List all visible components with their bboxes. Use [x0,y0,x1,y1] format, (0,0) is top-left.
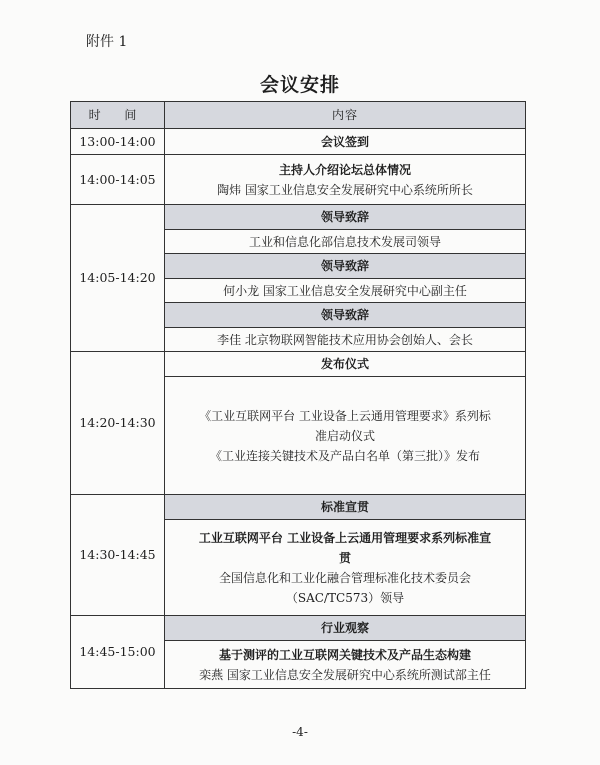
session-title: 领导致辞 [165,303,526,328]
attachment-label: 附件 1 [86,34,128,50]
schedule-table [70,101,526,689]
content-cell [165,520,526,616]
session-line: （SAC/TC573）领导 [285,590,405,605]
table-row [71,616,526,641]
time-cell: 14:05-14:20 [71,205,165,352]
time-cell: 14:30-14:45 [71,495,165,616]
session-title: 发布仪式 [165,352,526,377]
session-title: 标准宣贯 [165,495,526,520]
content-cell [165,641,526,689]
session-title: 领导致辞 [165,254,526,279]
table-row [71,205,526,230]
session-detail: 李佳 北京物联网智能技术应用协会创始人、会长 [165,328,526,352]
time-cell: 13:00-14:00 [71,129,165,155]
session-line: 栾燕 国家工业信息安全发展研究中心系统所测试部主任 [199,667,491,682]
session-line: 准启动仪式 [314,428,375,443]
table-row [71,495,526,520]
session-detail: 陶炜 国家工业信息安全发展研究中心系统所所长 [217,182,473,197]
table-header-row [71,102,526,129]
header-content: 内容 [165,102,526,129]
session-line: 《工业互联网平台 工业设备上云通用管理要求》系列标 [199,408,491,423]
table-row [71,129,526,155]
session-title: 主持人介绍论坛总体情况 [278,162,411,177]
table-row [71,352,526,377]
session-line: 《工业连接关键技术及产品白名单（第三批）》发布 [209,448,480,463]
time-cell: 14:00-14:05 [71,155,165,205]
session-line: 贯 [338,550,351,565]
session-line: 基于测评的工业互联网关键技术及产品生态构建 [218,647,471,662]
session-title: 行业观察 [165,616,526,641]
content-cell [165,155,526,205]
header-time: 时 间 [71,102,165,129]
content-cell [165,377,526,495]
session-detail: 工业和信息化部信息技术发展司领导 [165,230,526,254]
page-title: 会议安排 [259,74,340,96]
table-row [71,155,526,205]
session-line: 全国信息化和工业化融合管理标准化技术委员会 [218,570,471,585]
time-cell: 14:20-14:30 [71,352,165,495]
page-number: -4- [292,725,308,739]
content-cell: 会议签到 [165,129,526,155]
time-cell: 14:45-15:00 [71,616,165,689]
session-title: 领导致辞 [165,205,526,230]
session-line: 工业互联网平台 工业设备上云通用管理要求系列标准宣 [198,530,492,545]
session-detail: 何小龙 国家工业信息安全发展研究中心副主任 [165,279,526,303]
